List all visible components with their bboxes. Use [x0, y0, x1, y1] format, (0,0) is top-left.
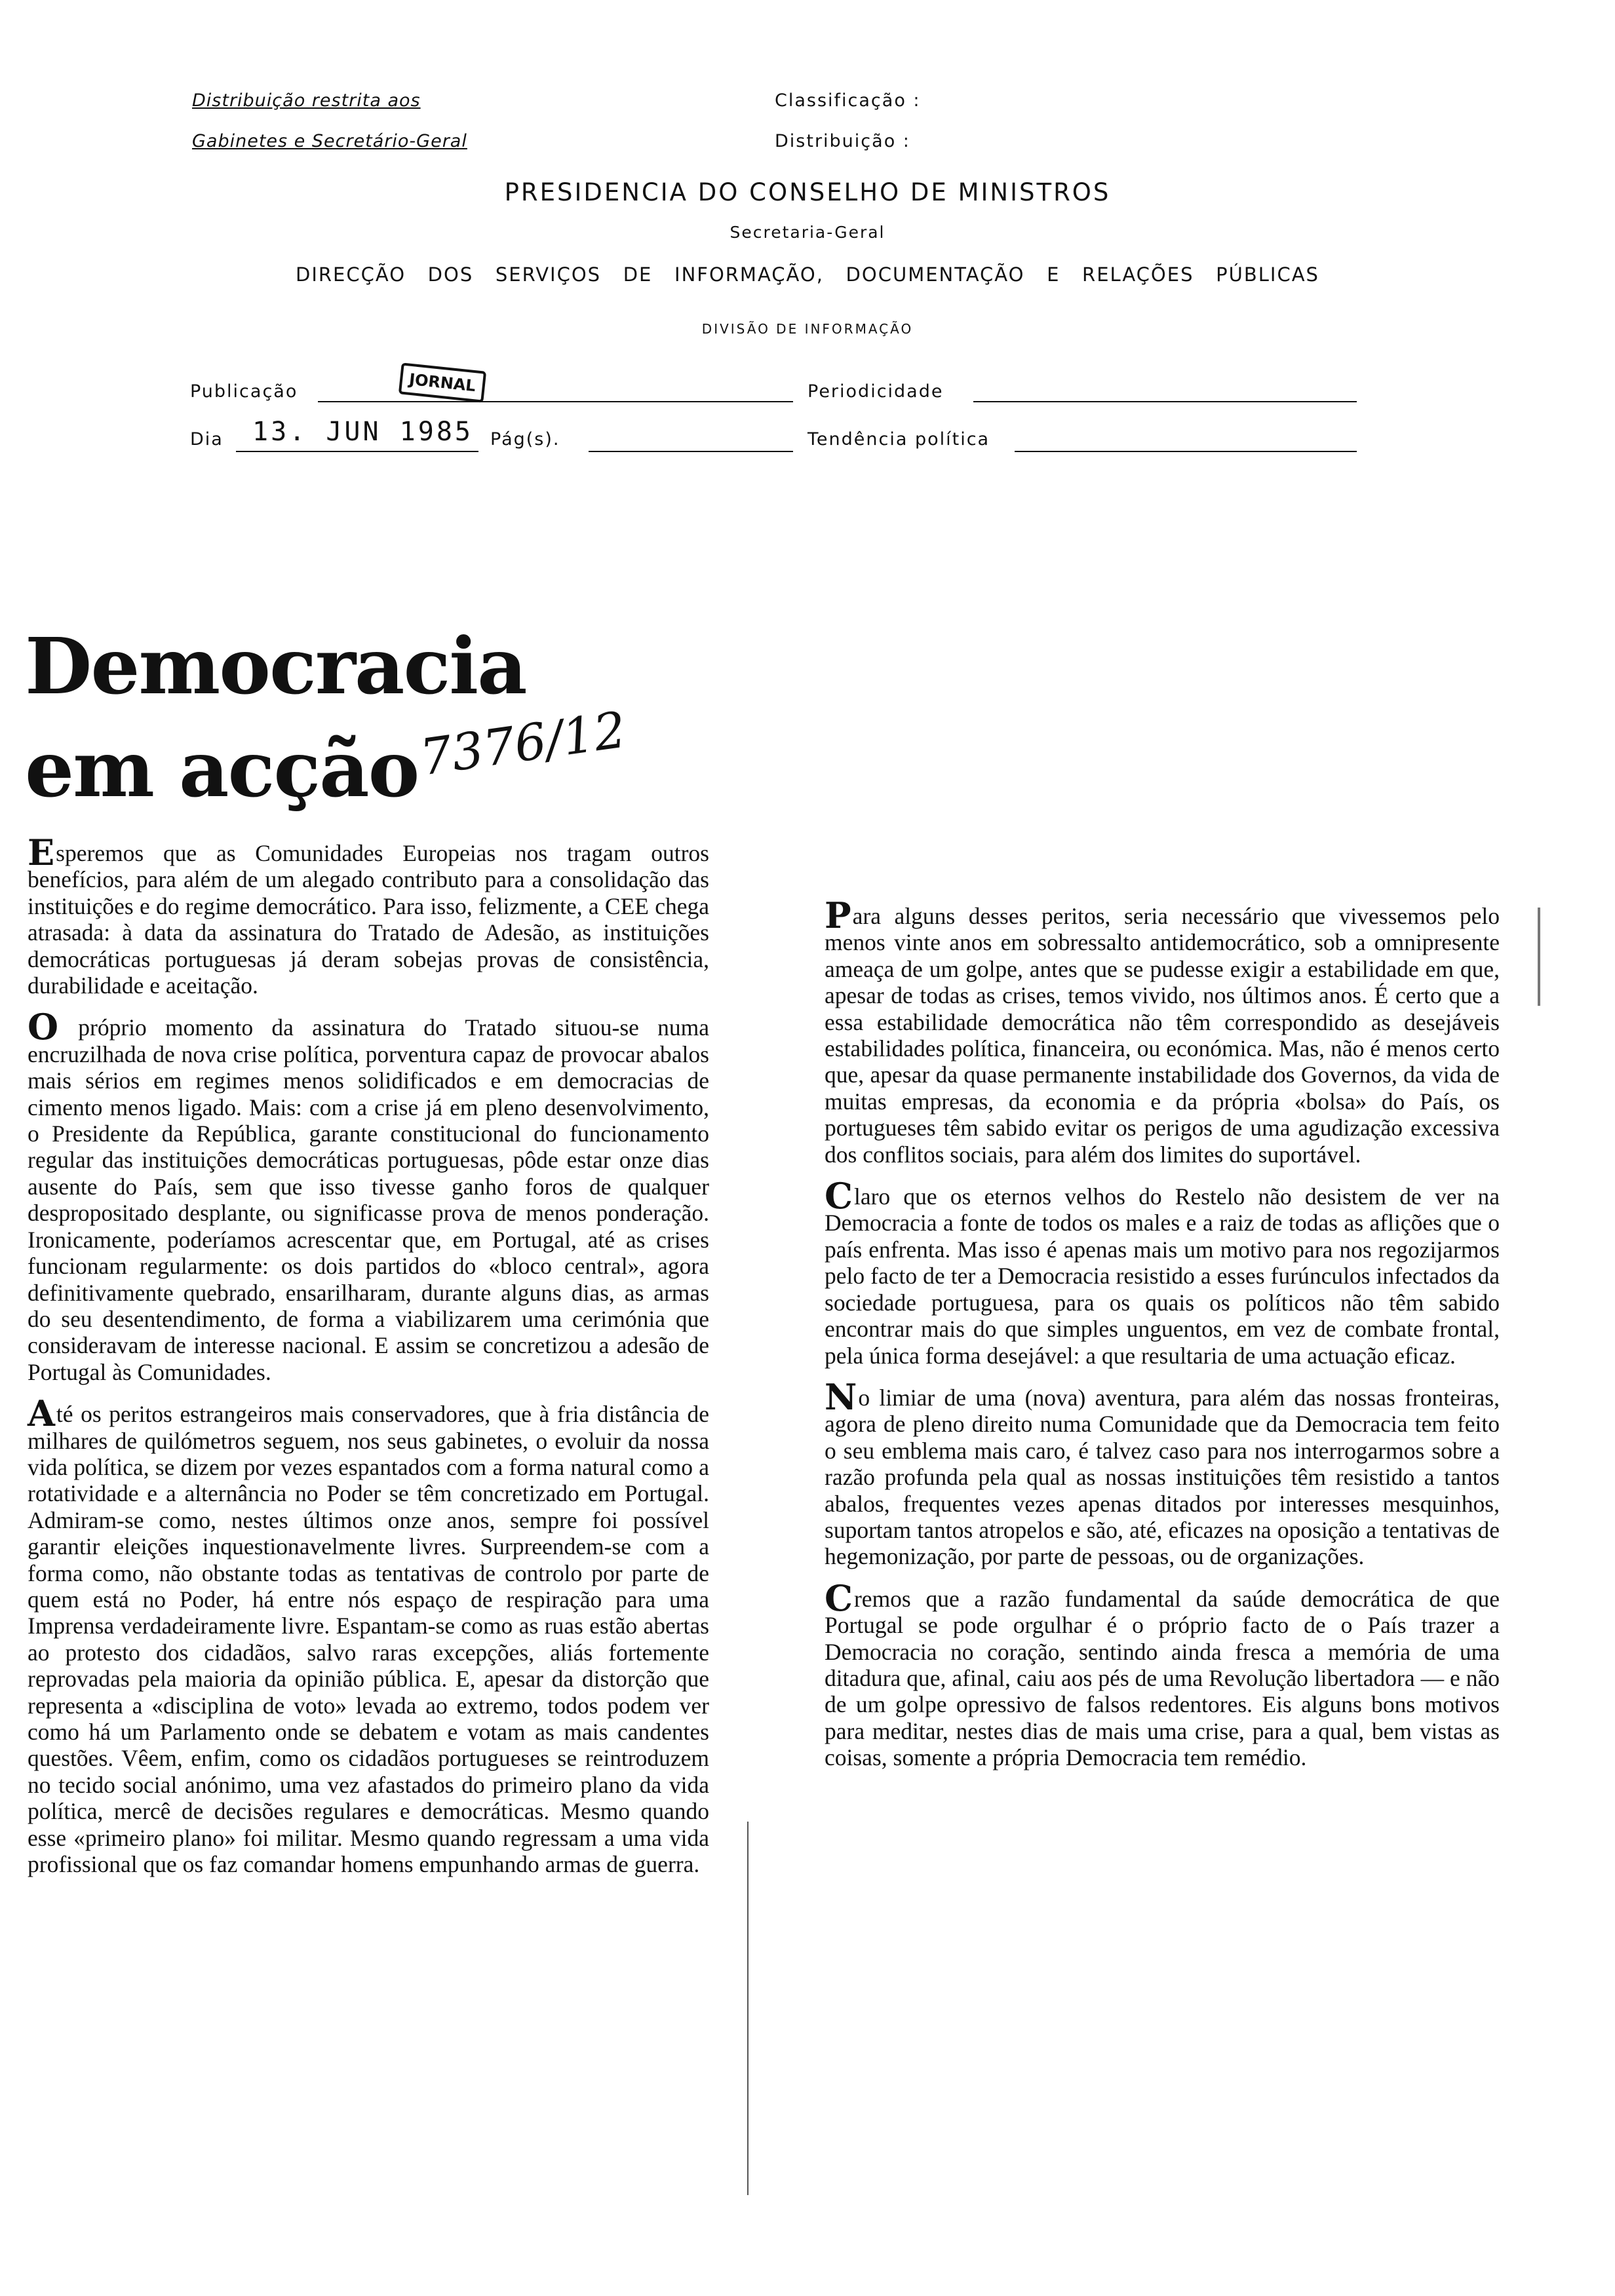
paragraph-5 [825, 1175, 1500, 1369]
tendencia-line [1015, 451, 1357, 452]
drop-cap: E [28, 832, 55, 873]
article-column-right [825, 894, 1500, 1787]
paragraph-2 [28, 1006, 709, 1385]
drop-cap: P [825, 894, 851, 936]
paragraph-text: próprio momento da assinatura do Tratado situou-se numa encruzilhada de nova crise política, porventura capaz de provocar abalos mais sérios em regimes menos solidificados e em democracias de cimento menos ligado. Mais: com a crise já em pleno desenvolvimento, o Presidente da República, garante constitucional do funcionamento regular das instituições democráticas portuguesas, pôde estar onze dias ausente do País, sem que isso tivesse ganho foros de qualquer despropositado desplante, ou significasse prova de menos ponderação. Ironicamente, poderíamos acrescentar que, em Portugal, até as crises funcionam regularmente: os dois partidos do «bloco central», agora definitivamente quebrado, ensarilharam, durante alguns dias, as armas do seu desentendimento, de forma a viabilizarem uma cerimónia que consideravam de interesse nacional. E assim se concretizou a adesão de Portugal às Comunidades. [28, 1014, 709, 1385]
drop-cap: C [825, 1175, 853, 1217]
publicacao-label: Publicação [190, 381, 298, 402]
paragraph-text: remos que a razão fundamental da saúde democrática de que Portugal se pode orgulhar é o próprio facto de o País trazer a Democracia no coração, sentindo ainda fresca a memória de uma ditadura que, afinal, caiu aos pés de uma Revolução libertadora — e não de um golpe opressivo de falsos redentores. Eis alguns bons motivos para meditar, nestes dias de mais uma crise, para a qual, bem vistas as coisas, somente a própria Democracia tem remédio. [825, 1585, 1500, 1771]
publicacao-line [318, 401, 793, 402]
jornal-stamp: JORNAL [399, 362, 486, 402]
paragraph-text: ara alguns desses peritos, seria necessário que vivessemos pelo menos vinte anos em sobressalto antidemocrático, sob a omnipresente ameaça de um golpe, antes que se pudesse exigir a estabilidade em que, apesar de todas as crises, temos vivido, nos últimos anos. É certo que a essa estabilidade democrática não têm correspondido as desejáveis estabilidades política, financeira, ou económica. Mas, não é menos certo que, apesar da quase permanente instabilidade dos Governos, da vida de muitas empresas, da economia e da própria «bolsa» do País, os portugueses têm sabido evitar os perigos de uma agudização excessiva dos conflitos sociais, para além dos limites do suportável. [825, 903, 1500, 1168]
article-title-line2: em acção [25, 723, 419, 814]
organization-name: PRESIDENCIA DO CONSELHO DE MINISTROS [504, 178, 1111, 206]
date-stamp: 13. JUN 1985 [252, 417, 473, 447]
distribuicao-label: Distribuição : [775, 131, 910, 151]
dia-label: Dia [190, 429, 224, 450]
article-title-line1: Democracia [25, 621, 526, 712]
paragraph-7 [825, 1577, 1500, 1771]
paragraph-6 [825, 1375, 1500, 1570]
periodicidade-label: Periodicidade [808, 381, 944, 402]
classificacao-label: Classificação : [775, 90, 921, 111]
divisao-informacao: DIVISÃO DE INFORMAÇÃO [701, 321, 914, 337]
tendencia-label: Tendência política [808, 429, 990, 450]
dia-line [236, 451, 478, 452]
paragraph-3 [28, 1392, 709, 1878]
drop-cap: O [28, 1006, 59, 1048]
direccao-servicos: DIRECÇÃO DOS SERVIÇOS DE INFORMAÇÃO, DOCUMENTAÇÃO E RELAÇÕES PÚBLICAS [296, 263, 1319, 286]
restricted-distribution-line1: Distribuição restrita aos [192, 90, 421, 111]
drop-cap: N [825, 1375, 857, 1418]
restricted-distribution-line2: Gabinetes e Secretário-Geral [192, 131, 467, 151]
paragraph-4 [825, 894, 1500, 1168]
periodicidade-line [973, 401, 1357, 402]
paragraph-text: laro que os eternos velhos do Restelo não desistem de ver na Democracia a fonte de todos os males e a raiz de todas as aflições que o país enfrenta. Mas isso é apenas mais um motivo para nos regozijarmos pelo facto de ter a Democracia resistido a esses furúnculos infectados da sociedade portuguesa, para os quais os políticos não têm sabido encontrar mais do que simples unguentos, em vez de combate frontal, pela única forma desejável: a que resultaria de uma actuação eficaz. [825, 1183, 1500, 1369]
pags-line [589, 451, 793, 452]
handwritten-annotation: 7376/12 [416, 700, 630, 787]
column-divider [747, 1822, 749, 2195]
scan-mark [1538, 908, 1540, 1006]
paragraph-text: speremos que as Comunidades Europeias nos tragam outros benefícios, para além de um alegado contributo para a consolidação das instituições e do regime democrático. Para isso, felizmente, a CEE chega atrasada: à data da assinatura do Tratado de Adesão, as instituições democráticas portuguesas já deram sobejas provas de consistência, durabilidade e aceitação. [28, 840, 709, 999]
paragraph-text: o limiar de uma (nova) aventura, para além das nossas fronteiras, agora de pleno direito numa Comunidade que da Democracia tem feito o seu emblema mais caro, é talvez caso para nos interrogarmos sobre a razão profunda pela qual as nossas instituições têm resistido a tantos abalos, frequentes vezes apenas ditados por interesses mesquinhos, suportam tantos atropelos e são, até, eficazes na oposição a tentativas de hegemonização, por parte de pessoas, ou de organizações. [825, 1384, 1500, 1570]
drop-cap: A [28, 1392, 55, 1435]
article-column-left [28, 832, 709, 1893]
organization-subtitle: Secretaria-Geral [730, 223, 885, 242]
drop-cap: C [825, 1577, 853, 1619]
paragraph-text: té os peritos estrangeiros mais conservadores, que à fria distância de milhares de quilómetros seguem, nos seus gabinetes, o evoluir da nossa vida política, se dizem por vezes espantados com a forma natural como a rotatividade e a alternância no Poder se têm concretizado em Portugal. Admiram-se como, nestes últimos onze anos, sempre foi possível garantir eleições inquestionavelmente livres. Surpreendem-se com a forma como, não obstante todas as tentativas de controlo por parte de quem está no Poder, há entre nós espaço de respiração para uma Imprensa verdadeiramente livre. Espantam-se como as ruas estão abertas ao protesto dos cidadãos, salvo raras excepções, aliás fortemente reprovadas pela maioria da opinião pública. E, apesar da distorção que representa a «disciplina de voto» levada ao extremo, todos podem ver como há um Parlamento onde se debatem e votam as mais candentes questões. Vêem, enfim, como os cidadãos portugueses se reintroduzem no tecido social anónimo, uma vez afastados do primeiro plano da vida política, mercê de decisões regulares e democráticas. Mesmo quando esse «primeiro plano» foi militar. Mesmo quando regressam a uma vida profissional que os faz comandar homens empunhando armas de guerra. [28, 1401, 709, 1878]
pags-label: Pág(s). [490, 429, 560, 450]
paragraph-1 [28, 832, 709, 999]
